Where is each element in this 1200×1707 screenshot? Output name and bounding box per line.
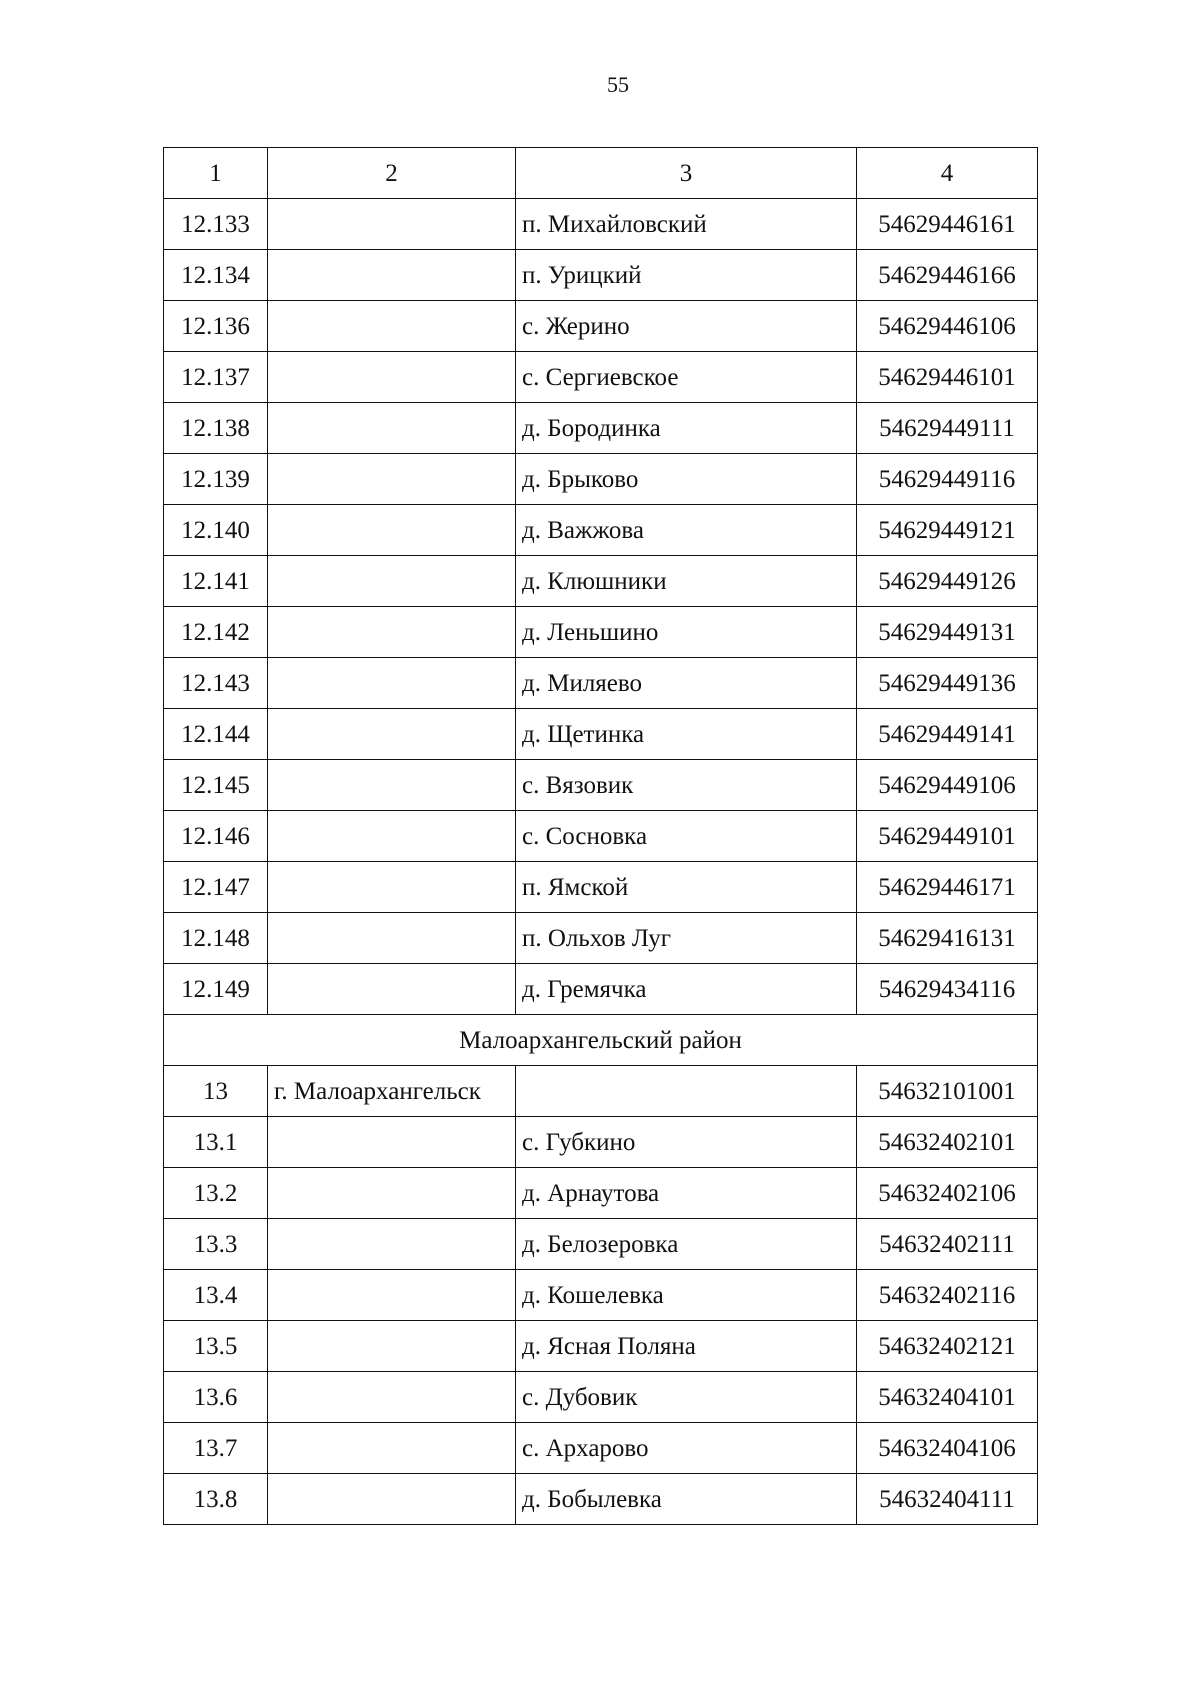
okato-code-cell: 54632402111	[857, 1219, 1038, 1270]
settlement-cell: д. Гремячка	[516, 964, 857, 1015]
settlement-cell: с. Сосновка	[516, 811, 857, 862]
table-row	[164, 1219, 1038, 1270]
section-row	[164, 1015, 1038, 1066]
column-header-2: 2	[268, 148, 516, 199]
district-cell	[268, 658, 516, 709]
okato-code-cell: 54629446101	[857, 352, 1038, 403]
district-cell	[268, 811, 516, 862]
district-cell	[268, 1474, 516, 1525]
row-number-cell: 12.145	[164, 760, 268, 811]
settlement-cell: д. Арнаутова	[516, 1168, 857, 1219]
okato-code-cell: 54629434116	[857, 964, 1038, 1015]
settlement-cell: д. Важжова	[516, 505, 857, 556]
table-row	[164, 658, 1038, 709]
row-number-cell: 12.141	[164, 556, 268, 607]
okato-code-cell: 54629449141	[857, 709, 1038, 760]
row-number-cell: 12.149	[164, 964, 268, 1015]
table-row	[164, 1321, 1038, 1372]
district-cell	[268, 403, 516, 454]
settlement-cell: д. Бобылевка	[516, 1474, 857, 1525]
row-number-cell: 13.8	[164, 1474, 268, 1525]
table-row	[164, 1372, 1038, 1423]
settlement-cell: д. Миляево	[516, 658, 857, 709]
settlement-cell: д. Клюшники	[516, 556, 857, 607]
table-row	[164, 862, 1038, 913]
settlement-cell: с. Жерино	[516, 301, 857, 352]
row-number-cell: 13	[164, 1066, 268, 1117]
okato-code-cell: 54629449101	[857, 811, 1038, 862]
table-row	[164, 964, 1038, 1015]
okato-code-cell: 54632402101	[857, 1117, 1038, 1168]
district-cell	[268, 301, 516, 352]
table-header-row	[164, 148, 1038, 199]
settlement-cell: п. Ольхов Луг	[516, 913, 857, 964]
row-number-cell: 13.5	[164, 1321, 268, 1372]
district-cell	[268, 709, 516, 760]
table-row	[164, 607, 1038, 658]
row-number-cell: 12.137	[164, 352, 268, 403]
district-cell	[268, 760, 516, 811]
table-row	[164, 1423, 1038, 1474]
okato-code-cell: 54629449131	[857, 607, 1038, 658]
okato-code-cell: 54629449111	[857, 403, 1038, 454]
row-number-cell: 12.140	[164, 505, 268, 556]
district-cell	[268, 913, 516, 964]
district-cell	[268, 1321, 516, 1372]
column-header-1: 1	[164, 148, 268, 199]
okato-code-cell: 54632402116	[857, 1270, 1038, 1321]
settlement-cell: с. Вязовик	[516, 760, 857, 811]
okato-code-cell: 54629416131	[857, 913, 1038, 964]
settlement-cell: д. Ясная Поляна	[516, 1321, 857, 1372]
district-cell	[268, 1372, 516, 1423]
okato-code-cell: 54632404106	[857, 1423, 1038, 1474]
section-title: Малоархангельский район	[164, 1015, 1038, 1066]
settlement-cell: п. Урицкий	[516, 250, 857, 301]
district-cell	[268, 1423, 516, 1474]
district-cell	[268, 607, 516, 658]
district-cell	[268, 1219, 516, 1270]
okato-code-cell: 54632402121	[857, 1321, 1038, 1372]
column-header-3: 3	[516, 148, 857, 199]
table-row	[164, 1168, 1038, 1219]
row-number-cell: 12.142	[164, 607, 268, 658]
table-row	[164, 1117, 1038, 1168]
table-row	[164, 556, 1038, 607]
row-number-cell: 12.138	[164, 403, 268, 454]
row-number-cell: 12.147	[164, 862, 268, 913]
row-number-cell: 13.3	[164, 1219, 268, 1270]
district-cell	[268, 250, 516, 301]
row-number-cell: 13.7	[164, 1423, 268, 1474]
district-cell	[268, 1168, 516, 1219]
settlement-cell: д. Белозеровка	[516, 1219, 857, 1270]
settlement-cell: с. Сергиевское	[516, 352, 857, 403]
district-cell	[268, 505, 516, 556]
page-number: 55	[607, 72, 629, 97]
table-row	[164, 1474, 1038, 1525]
okato-code-cell: 54629449106	[857, 760, 1038, 811]
district-cell	[268, 1270, 516, 1321]
settlement-cell: с. Дубовик	[516, 1372, 857, 1423]
table-row	[164, 403, 1038, 454]
column-header-4: 4	[857, 148, 1038, 199]
okato-code-cell: 54629446106	[857, 301, 1038, 352]
settlement-cell: с. Губкино	[516, 1117, 857, 1168]
okato-code-cell: 54632101001	[857, 1066, 1038, 1117]
district-cell: г. Малоархангельск	[268, 1066, 516, 1117]
okato-code-cell: 54629449121	[857, 505, 1038, 556]
table-row	[164, 301, 1038, 352]
district-cell	[268, 352, 516, 403]
okato-code-cell: 54629446161	[857, 199, 1038, 250]
row-number-cell: 12.133	[164, 199, 268, 250]
table-row	[164, 250, 1038, 301]
table-row	[164, 505, 1038, 556]
okato-code-cell: 54632404111	[857, 1474, 1038, 1525]
district-cell	[268, 556, 516, 607]
okato-code-cell: 54629449126	[857, 556, 1038, 607]
table-row	[164, 913, 1038, 964]
row-number-cell: 12.139	[164, 454, 268, 505]
district-cell	[268, 1117, 516, 1168]
okato-code-cell: 54629449136	[857, 658, 1038, 709]
okato-code-cell: 54629446171	[857, 862, 1038, 913]
row-number-cell: 12.136	[164, 301, 268, 352]
row-number-cell: 12.146	[164, 811, 268, 862]
settlement-cell: д. Щетинка	[516, 709, 857, 760]
row-number-cell: 13.4	[164, 1270, 268, 1321]
row-number-cell: 12.148	[164, 913, 268, 964]
okato-code-cell: 54632404101	[857, 1372, 1038, 1423]
settlement-cell: с. Архарово	[516, 1423, 857, 1474]
row-number-cell: 12.143	[164, 658, 268, 709]
table-row	[164, 1066, 1038, 1117]
row-number-cell: 12.134	[164, 250, 268, 301]
table-row	[164, 760, 1038, 811]
district-cell	[268, 964, 516, 1015]
settlement-cell	[516, 1066, 857, 1117]
okato-code-cell: 54629446166	[857, 250, 1038, 301]
table-row	[164, 199, 1038, 250]
row-number-cell: 13.1	[164, 1117, 268, 1168]
table-row	[164, 1270, 1038, 1321]
table-row	[164, 811, 1038, 862]
table-row	[164, 352, 1038, 403]
district-cell	[268, 454, 516, 505]
settlement-cell: д. Кошелевка	[516, 1270, 857, 1321]
row-number-cell: 13.2	[164, 1168, 268, 1219]
settlement-cell: д. Леньшино	[516, 607, 857, 658]
settlement-cell: п. Михайловский	[516, 199, 857, 250]
settlement-cell: п. Ямской	[516, 862, 857, 913]
settlements-table	[163, 147, 1038, 1525]
table-row	[164, 709, 1038, 760]
row-number-cell: 12.144	[164, 709, 268, 760]
table-row	[164, 454, 1038, 505]
district-cell	[268, 862, 516, 913]
okato-code-cell: 54632402106	[857, 1168, 1038, 1219]
row-number-cell: 13.6	[164, 1372, 268, 1423]
settlement-cell: д. Брыково	[516, 454, 857, 505]
table-body	[164, 148, 1038, 1525]
district-cell	[268, 199, 516, 250]
okato-code-cell: 54629449116	[857, 454, 1038, 505]
settlement-cell: д. Бородинка	[516, 403, 857, 454]
